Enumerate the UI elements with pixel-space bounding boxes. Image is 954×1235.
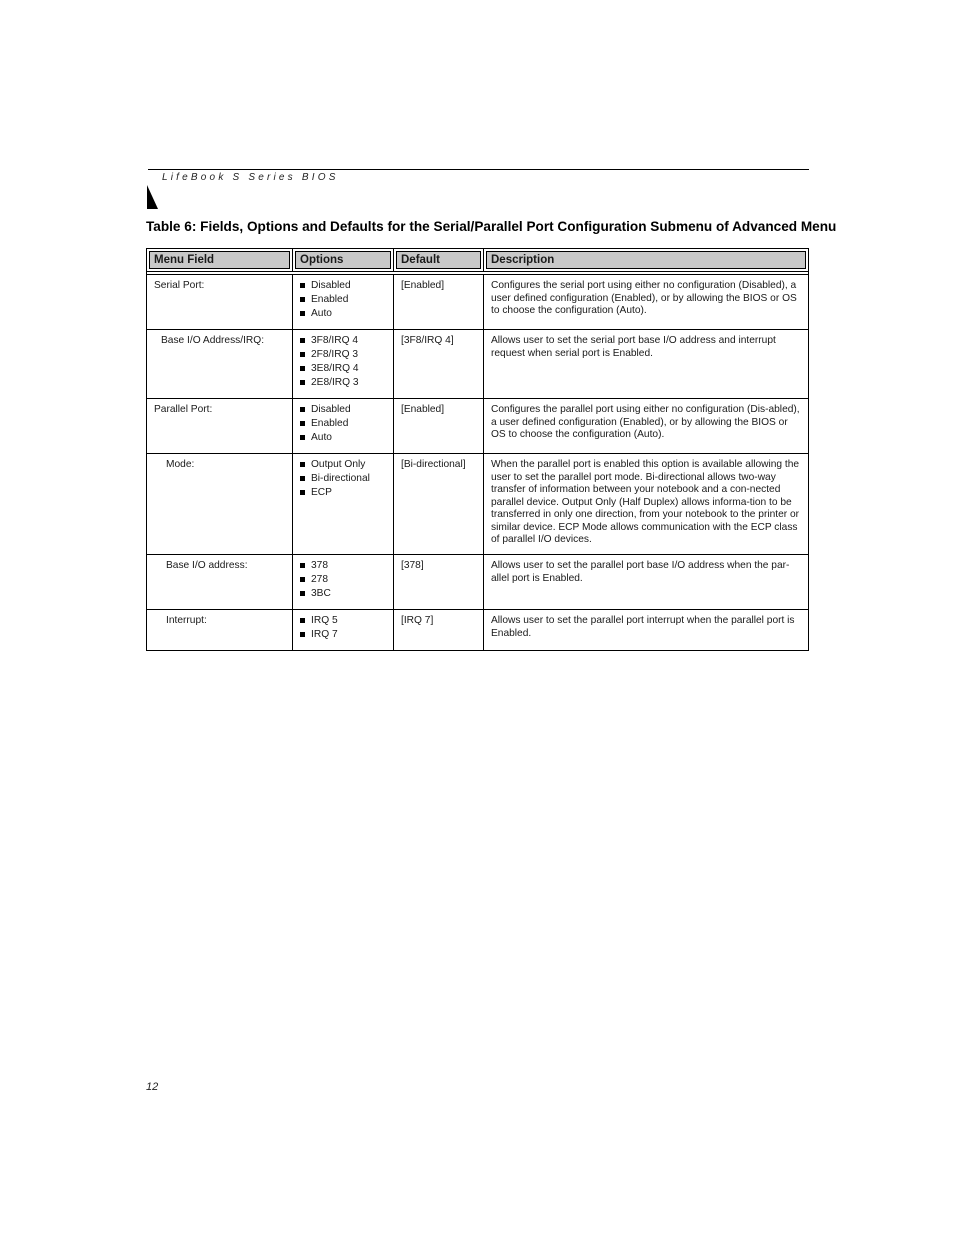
option-item bbox=[300, 629, 386, 643]
square-bullet-icon bbox=[300, 435, 305, 440]
option-item bbox=[300, 459, 386, 473]
description-cell: Allows user to set the parallel port interrupt when the parallel port is Enabled. bbox=[484, 610, 809, 651]
option-item bbox=[300, 280, 386, 294]
options-cell bbox=[293, 610, 394, 651]
options-list bbox=[300, 459, 386, 501]
option-label: Auto bbox=[311, 432, 332, 443]
options-cell bbox=[293, 275, 394, 330]
square-bullet-icon bbox=[300, 311, 305, 316]
running-head: LifeBook S Series BIOS bbox=[162, 172, 339, 183]
option-label: IRQ 5 bbox=[311, 615, 338, 626]
table-row bbox=[147, 610, 809, 651]
column-header-menu-field: Menu Field bbox=[147, 249, 293, 272]
option-label: Enabled bbox=[311, 418, 349, 429]
description-cell: Configures the serial port using either no configuration (Disabled), a user defined configuration (Enabled), or by allowing the BIOS or OS to choose the configuration (Auto). bbox=[484, 275, 809, 330]
table-row bbox=[147, 454, 809, 555]
option-label: Bi-directional bbox=[311, 473, 370, 484]
option-label: ECP bbox=[311, 487, 332, 498]
table-title: Table 6: Fields, Options and Defaults for the Serial/Parallel Port Configuration Submenu of Advanced Menu bbox=[146, 219, 837, 234]
option-item bbox=[300, 349, 386, 363]
option-label: Enabled bbox=[311, 294, 349, 305]
square-bullet-icon bbox=[300, 462, 305, 467]
option-item bbox=[300, 294, 386, 308]
option-label: Disabled bbox=[311, 404, 351, 415]
square-bullet-icon bbox=[300, 421, 305, 426]
option-item bbox=[300, 308, 386, 322]
option-item bbox=[300, 574, 386, 588]
column-header-description: Description bbox=[484, 249, 809, 272]
option-label: Auto bbox=[311, 308, 332, 319]
table-header-row bbox=[147, 249, 809, 272]
square-bullet-icon bbox=[300, 632, 305, 637]
option-item bbox=[300, 404, 386, 418]
page-number: 12 bbox=[146, 1081, 159, 1093]
options-cell bbox=[293, 454, 394, 555]
bios-settings-table bbox=[146, 248, 809, 651]
menu-field-cell: Interrupt: bbox=[147, 610, 293, 651]
square-bullet-icon bbox=[300, 563, 305, 568]
square-bullet-icon bbox=[300, 618, 305, 623]
options-cell bbox=[293, 399, 394, 454]
option-label: 3E8/IRQ 4 bbox=[311, 363, 359, 374]
square-bullet-icon bbox=[300, 338, 305, 343]
option-label: 2F8/IRQ 3 bbox=[311, 349, 358, 360]
option-item bbox=[300, 377, 386, 391]
options-cell bbox=[293, 330, 394, 399]
default-cell: [378] bbox=[394, 555, 484, 610]
description-cell: Allows user to set the serial port base I/O address and interrupt request when serial port is Enabled. bbox=[484, 330, 809, 399]
column-header-options: Options bbox=[293, 249, 394, 272]
description-cell: Allows user to set the parallel port base I/O address when the par-allel port is Enabled. bbox=[484, 555, 809, 610]
column-header-default: Default bbox=[394, 249, 484, 272]
option-item bbox=[300, 487, 386, 501]
menu-field-cell: Serial Port: bbox=[147, 275, 293, 330]
menu-field-cell: Base I/O Address/IRQ: bbox=[147, 330, 293, 399]
square-bullet-icon bbox=[300, 490, 305, 495]
default-cell: [Bi-directional] bbox=[394, 454, 484, 555]
menu-field-cell: Parallel Port: bbox=[147, 399, 293, 454]
options-list bbox=[300, 615, 386, 643]
square-bullet-icon bbox=[300, 366, 305, 371]
description-cell: Configures the parallel port using either no configuration (Dis-abled), a user defined configuration (Enabled), or by allowing the BIOS or OS to choose the configuration (Auto). bbox=[484, 399, 809, 454]
square-bullet-icon bbox=[300, 352, 305, 357]
menu-field-cell: Base I/O address: bbox=[147, 555, 293, 610]
menu-field-cell: Mode: bbox=[147, 454, 293, 555]
option-item bbox=[300, 615, 386, 629]
option-label: 278 bbox=[311, 574, 328, 585]
default-cell: [Enabled] bbox=[394, 275, 484, 330]
options-cell bbox=[293, 555, 394, 610]
square-bullet-icon bbox=[300, 283, 305, 288]
option-item bbox=[300, 560, 386, 574]
square-bullet-icon bbox=[300, 591, 305, 596]
option-item bbox=[300, 473, 386, 487]
options-list bbox=[300, 560, 386, 602]
option-label: Disabled bbox=[311, 280, 351, 291]
table-row bbox=[147, 555, 809, 610]
option-item bbox=[300, 335, 386, 349]
square-bullet-icon bbox=[300, 297, 305, 302]
option-label: 3BC bbox=[311, 588, 331, 599]
option-item bbox=[300, 363, 386, 377]
option-label: 2E8/IRQ 3 bbox=[311, 377, 359, 388]
option-label: 3F8/IRQ 4 bbox=[311, 335, 358, 346]
header-rule bbox=[148, 169, 809, 170]
description-cell: When the parallel port is enabled this option is available allowing the user to set the parallel port mode. Bi-directional allows two-way transfer of information between your notebook and a con-nected parallel device. Output Only (Half Duplex) allows informa-tion to be transferred in only one direction, from your notebook to the printer or similar device. ECP Mode allows communication with the ECP class of parallel I/O devices. bbox=[484, 454, 809, 555]
option-item bbox=[300, 418, 386, 432]
default-cell: [Enabled] bbox=[394, 399, 484, 454]
option-label: 378 bbox=[311, 560, 328, 571]
square-bullet-icon bbox=[300, 577, 305, 582]
option-label: Output Only bbox=[311, 459, 366, 470]
options-list bbox=[300, 404, 386, 446]
default-cell: [3F8/IRQ 4] bbox=[394, 330, 484, 399]
options-list bbox=[300, 280, 386, 322]
option-item bbox=[300, 588, 386, 602]
square-bullet-icon bbox=[300, 476, 305, 481]
option-label: IRQ 7 bbox=[311, 629, 338, 640]
default-cell: [IRQ 7] bbox=[394, 610, 484, 651]
options-list bbox=[300, 335, 386, 391]
table-row bbox=[147, 275, 809, 330]
option-item bbox=[300, 432, 386, 446]
square-bullet-icon bbox=[300, 407, 305, 412]
table-row bbox=[147, 399, 809, 454]
header-corner-mark bbox=[147, 185, 158, 209]
square-bullet-icon bbox=[300, 380, 305, 385]
table-row bbox=[147, 330, 809, 399]
